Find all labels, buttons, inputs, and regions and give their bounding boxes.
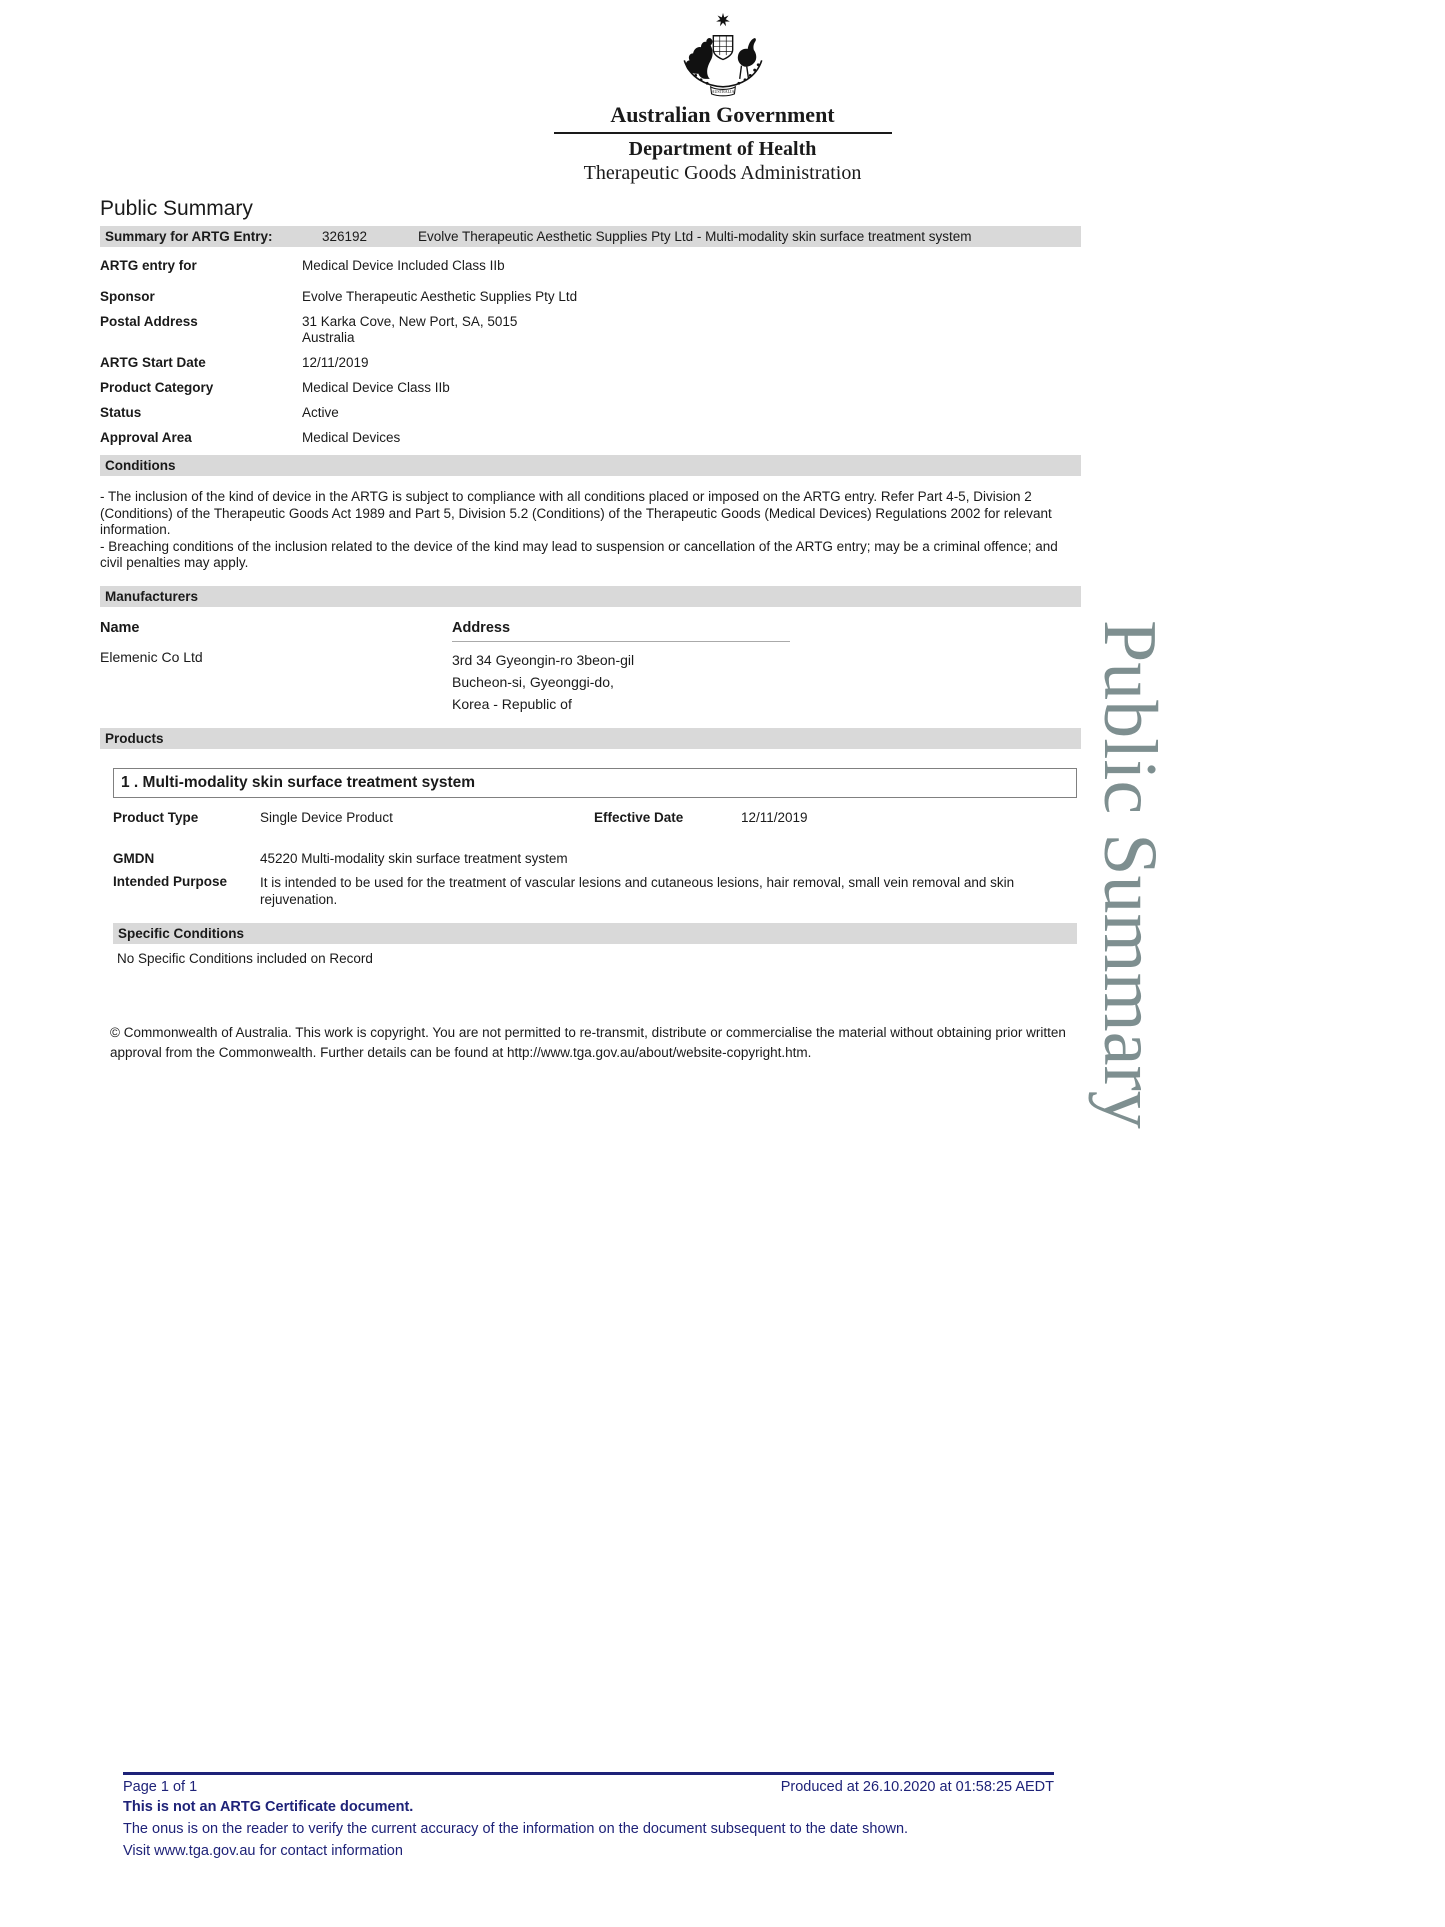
footer-divider <box>123 1772 1054 1775</box>
page-number: Page 1 of 1 <box>123 1779 198 1795</box>
manufacturer-name: Elemenic Co Ltd <box>100 648 203 665</box>
summary-label: Summary for ARTG Entry: <box>105 229 273 244</box>
detail-fields <box>100 258 1081 446</box>
products-section-header: Products <box>100 728 1081 749</box>
manufacturers-column-headers <box>100 620 1081 642</box>
field-sponsor: Sponsor Evolve Therapeutic Aesthetic Supplies Pty Ltd <box>100 289 578 304</box>
conditions-section-header: Conditions <box>100 455 1081 476</box>
product-title: 1 . Multi-modality skin surface treatment system <box>113 768 1077 798</box>
summary-row <box>100 226 1081 247</box>
specific-conditions-header: Specific Conditions <box>113 923 1077 944</box>
intended-purpose-row: Intended Purpose It is intended to be used for the treatment of vascular lesions and cutaneous lesions, hair removal, small vein removal and skin rejuvenation. <box>113 874 1077 908</box>
document-body <box>100 197 1081 1063</box>
field-product-category: Product Category Medical Device Class IIb <box>100 380 450 395</box>
field-postal-address: Postal Address 31 Karka Cove, New Port, SA, 5015 Australia <box>100 314 518 345</box>
conditions-paragraph: - The inclusion of the kind of device in the ARTG is subject to compliance with all conditions placed or imposed on the ARTG entry. Refer Part 4-5, Division 2 (Conditions) of the Therapeutic Goods Act 1989 and Part 5, Division 5.2 (Conditions) of the Therapeutic Goods (Medical Devices) Regulations 2002 for relevant information. <box>100 489 1052 537</box>
copyright-notice: © Commonwealth of Australia. This work is copyright. You are not permitted to re-transmit, distribute or commercialise the material without obtaining prior written approval from the Commonwealth. Further details can be found at http://www.tga.gov.au/about/website-copyright.htm. <box>110 1024 1066 1060</box>
name-column-header: Name <box>100 619 140 636</box>
specific-conditions-value: No Specific Conditions included on Record <box>117 950 373 966</box>
field-status: Status Active <box>100 405 339 420</box>
gmdn-value: 45220 Multi-modality skin surface treatment system <box>260 850 568 866</box>
manufacturer-row <box>100 649 1081 715</box>
artg-entry-number: 326192 <box>322 229 368 244</box>
manufacturers-section-header: Manufacturers <box>100 586 1081 607</box>
agency-title: Therapeutic Goods Administration <box>583 162 862 184</box>
contact-notice: Visit www.tga.gov.au for contact information <box>123 1843 403 1859</box>
product-item <box>113 768 1077 966</box>
accuracy-notice: The onus is on the reader to verify the current accuracy of the information on the document subsequent to the date shown. <box>123 1821 909 1837</box>
product-type-value: Single Device Product <box>260 809 393 825</box>
artg-entry-title: Evolve Therapeutic Aesthetic Supplies Pty Ltd - Multi-modality skin surface treatment system <box>418 229 972 244</box>
gmdn-row: GMDN 45220 Multi-modality skin surface treatment system <box>113 850 568 866</box>
public-summary-watermark: Public Summary <box>1088 620 1172 1129</box>
manufacturer-address: 3rd 34 Gyeongin-ro 3beon-gil Bucheon-si, Gyeonggi-do, Korea - Republic of <box>452 651 635 712</box>
field-approval-area: Approval Area Medical Devices <box>100 430 401 445</box>
page-footer <box>123 1772 1054 1859</box>
conditions-text <box>100 489 1081 572</box>
page-title: Public Summary <box>100 197 253 220</box>
field-artg-start-date: ARTG Start Date 12/11/2019 <box>100 355 369 370</box>
effective-date-value: 12/11/2019 <box>741 809 808 825</box>
government-header <box>0 12 1445 185</box>
department-title: Department of Health <box>628 138 817 160</box>
intended-purpose-value: It is intended to be used for the treatment of vascular lesions and cutaneous lesions, hair removal, small vein removal and skin rejuvenation. <box>260 874 1015 907</box>
product-type-row: Product Type Single Device Product Effective Date 12/11/2019 <box>113 810 1077 825</box>
certificate-notice: This is not an ARTG Certificate document. <box>123 1799 414 1815</box>
government-title: Australian Government <box>610 102 835 127</box>
australian-coat-of-arms-icon <box>670 12 776 100</box>
svg-text:AUSTRALIA: AUSTRALIA <box>711 88 734 94</box>
field-artg-entry-for: ARTG entry for Medical Device Included Class IIb <box>100 258 505 273</box>
conditions-paragraph: - Breaching conditions of the inclusion related to the device of the kind may lead to suspension or cancellation of the ARTG entry; may be a criminal offence; and civil penalties may apply. <box>100 538 1058 570</box>
header-divider <box>554 132 892 134</box>
produced-timestamp: Produced at 26.10.2020 at 01:58:25 AEDT <box>780 1779 1054 1795</box>
address-column-header: Address <box>452 620 790 642</box>
